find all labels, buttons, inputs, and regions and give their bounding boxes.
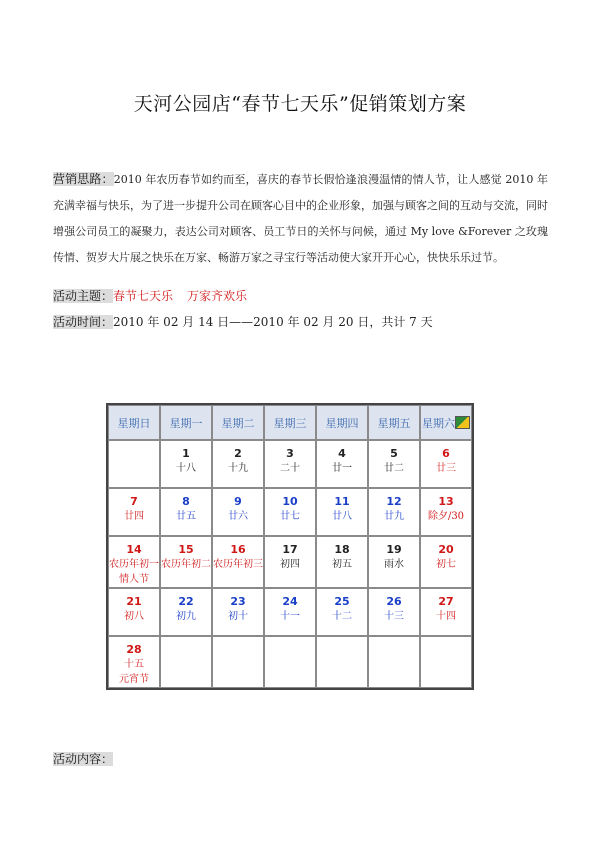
lunar-label: 十一: [280, 611, 300, 622]
lunar-label: 农历年初二: [161, 559, 211, 570]
lunar-label: 廿六: [228, 511, 248, 522]
calendar-empty-cell: [160, 636, 212, 688]
lunar-label: 初七: [436, 559, 456, 570]
time-line: [53, 313, 433, 330]
calendar-day-cell: [160, 588, 212, 636]
lunar-label: 除夕/30: [427, 511, 465, 522]
lunar-label: 廿九: [384, 511, 404, 522]
marketing-paragraph: [53, 166, 548, 271]
weekday-thu: 星期四: [316, 405, 368, 440]
calendar-day-cell: [368, 488, 420, 536]
calendar-day-cell: [212, 488, 264, 536]
weekday-mon: 星期一: [160, 405, 212, 440]
calendar-day-cell: [264, 488, 316, 536]
calendar-empty-cell: [264, 636, 316, 688]
day-number: 6: [442, 447, 450, 460]
lunar-label: 十二: [332, 611, 352, 622]
day-number: 3: [286, 447, 294, 460]
day-number: 2: [234, 447, 242, 460]
day-number: 7: [130, 495, 138, 508]
calendar-day-cell: [368, 536, 420, 588]
calendar-day-cell: [316, 440, 368, 488]
lunar-label: 廿五: [176, 511, 196, 522]
day-number: 21: [126, 595, 142, 608]
weekday-sat-label: 星期六: [422, 416, 455, 430]
theme-label: 活动主题：: [53, 289, 114, 303]
calendar-week-row: [108, 536, 472, 588]
calendar-day-cell: [108, 536, 160, 588]
day-number: 11: [334, 495, 350, 508]
day-number: 8: [182, 495, 190, 508]
marketing-label: 营销思路：: [53, 172, 114, 186]
lunar-label: 十五: [124, 659, 144, 670]
calendar-day-cell: [212, 440, 264, 488]
calendar-empty-cell: [212, 636, 264, 688]
lunar-label: 初五: [332, 559, 352, 570]
time-value: 2010 年 02 月 14 日——2010 年 02 月 20 日，共计 7 天: [113, 315, 433, 329]
day-number: 17: [282, 543, 298, 556]
theme-line: [53, 287, 247, 304]
lunar-label: 廿一: [332, 463, 352, 474]
day-number: 15: [178, 543, 194, 556]
flag-icon: [455, 416, 470, 429]
day-number: 16: [230, 543, 246, 556]
lunar-label: 农历年初一: [109, 559, 159, 570]
calendar-week-row: [108, 440, 472, 488]
calendar-empty-cell: [368, 636, 420, 688]
calendar-day-cell: [420, 536, 472, 588]
theme-value-2: 万家齐欢乐: [187, 289, 248, 303]
lunar-label: 初八: [124, 611, 144, 622]
lunar-label: 初四: [280, 559, 300, 570]
calendar-day-cell: [420, 440, 472, 488]
calendar-day-cell: [264, 440, 316, 488]
weekday-sat: [420, 405, 472, 440]
day-number: 22: [178, 595, 194, 608]
calendar-empty-cell: [108, 440, 160, 488]
lunar-label: 二十: [280, 463, 300, 474]
day-number: 9: [234, 495, 242, 508]
calendar-week-row: [108, 488, 472, 536]
calendar-empty-cell: [316, 636, 368, 688]
lunar-label: 初十: [228, 611, 248, 622]
day-number: 14: [126, 543, 142, 556]
calendar-empty-cell: [420, 636, 472, 688]
document-title: 天河公园店“春节七天乐”促销策划方案: [133, 93, 467, 115]
weekday-wed: 星期三: [264, 405, 316, 440]
weekday-sun: 星期日: [108, 405, 160, 440]
lunar-label: 农历年初三: [213, 559, 263, 570]
day-number: 13: [438, 495, 454, 508]
day-number: 1: [182, 447, 190, 460]
lunar-label: 十九: [228, 463, 248, 474]
lunar-label: 廿四: [124, 511, 144, 522]
lunar-label: 初九: [176, 611, 196, 622]
day-number: 19: [386, 543, 402, 556]
calendar-day-cell: [368, 588, 420, 636]
lunar-label: 十八: [176, 463, 196, 474]
day-number: 23: [230, 595, 246, 608]
day-number: 26: [386, 595, 402, 608]
lunar-label: 廿七: [280, 511, 300, 522]
calendar-day-cell: [212, 536, 264, 588]
calendar-day-cell: [108, 588, 160, 636]
calendar-week-row: [108, 636, 472, 688]
calendar-day-cell: [316, 588, 368, 636]
lunar-label: 廿八: [332, 511, 352, 522]
day-number: 24: [282, 595, 298, 608]
day-number: 28: [126, 643, 142, 656]
day-number: 20: [438, 543, 454, 556]
day-number: 10: [282, 495, 298, 508]
lunar-label: 元宵节: [119, 674, 149, 685]
calendar-day-cell: [160, 536, 212, 588]
weekday-fri: 星期五: [368, 405, 420, 440]
calendar-day-cell: [264, 536, 316, 588]
calendar-week-row: [108, 588, 472, 636]
lunar-label: 廿三: [436, 463, 456, 474]
day-number: 18: [334, 543, 350, 556]
calendar-day-cell: [316, 488, 368, 536]
content-line: [53, 750, 113, 767]
content-label: 活动内容：: [53, 752, 114, 766]
calendar-day-cell: [160, 488, 212, 536]
calendar-header-row: [108, 405, 472, 440]
day-number: 25: [334, 595, 350, 608]
calendar-day-cell: [420, 488, 472, 536]
lunar-label: 十三: [384, 611, 404, 622]
calendar-day-cell: [108, 636, 160, 688]
theme-value-1: 春节七天乐: [113, 289, 174, 303]
calendar-day-cell: [160, 440, 212, 488]
weekday-tue: 星期二: [212, 405, 264, 440]
calendar-day-cell: [420, 588, 472, 636]
day-number: 27: [438, 595, 454, 608]
lunar-label: 情人节: [119, 574, 149, 585]
day-number: 4: [338, 447, 346, 460]
day-number: 12: [386, 495, 402, 508]
day-number: 5: [390, 447, 398, 460]
time-label: 活动时间：: [53, 315, 114, 329]
february-calendar: [106, 403, 474, 690]
calendar-day-cell: [264, 588, 316, 636]
calendar-day-cell: [368, 440, 420, 488]
lunar-label: 十四: [436, 611, 456, 622]
calendar-day-cell: [212, 588, 264, 636]
lunar-label: 廿二: [384, 463, 404, 474]
lunar-label: 雨水: [384, 559, 404, 570]
calendar-day-cell: [316, 536, 368, 588]
calendar-day-cell: [108, 488, 160, 536]
marketing-text: 2010 年农历春节如约而至，喜庆的春节长假恰逢浪漫温情的情人节，让人感觉 2010 年充满幸福与快乐，为了进一步提升公司在顾客心目中的企业形象，加强与顾客之间的互动与交流，同时增强公司员工的凝聚力，表达公司对顾客、员工节日的关怀与问候，通过 My love &Forever 之玫瑰传情、贺岁大片展之快乐在万家、畅游万家之寻宝行等活动使大家开开心心，快快乐乐过节。: [53, 173, 548, 264]
